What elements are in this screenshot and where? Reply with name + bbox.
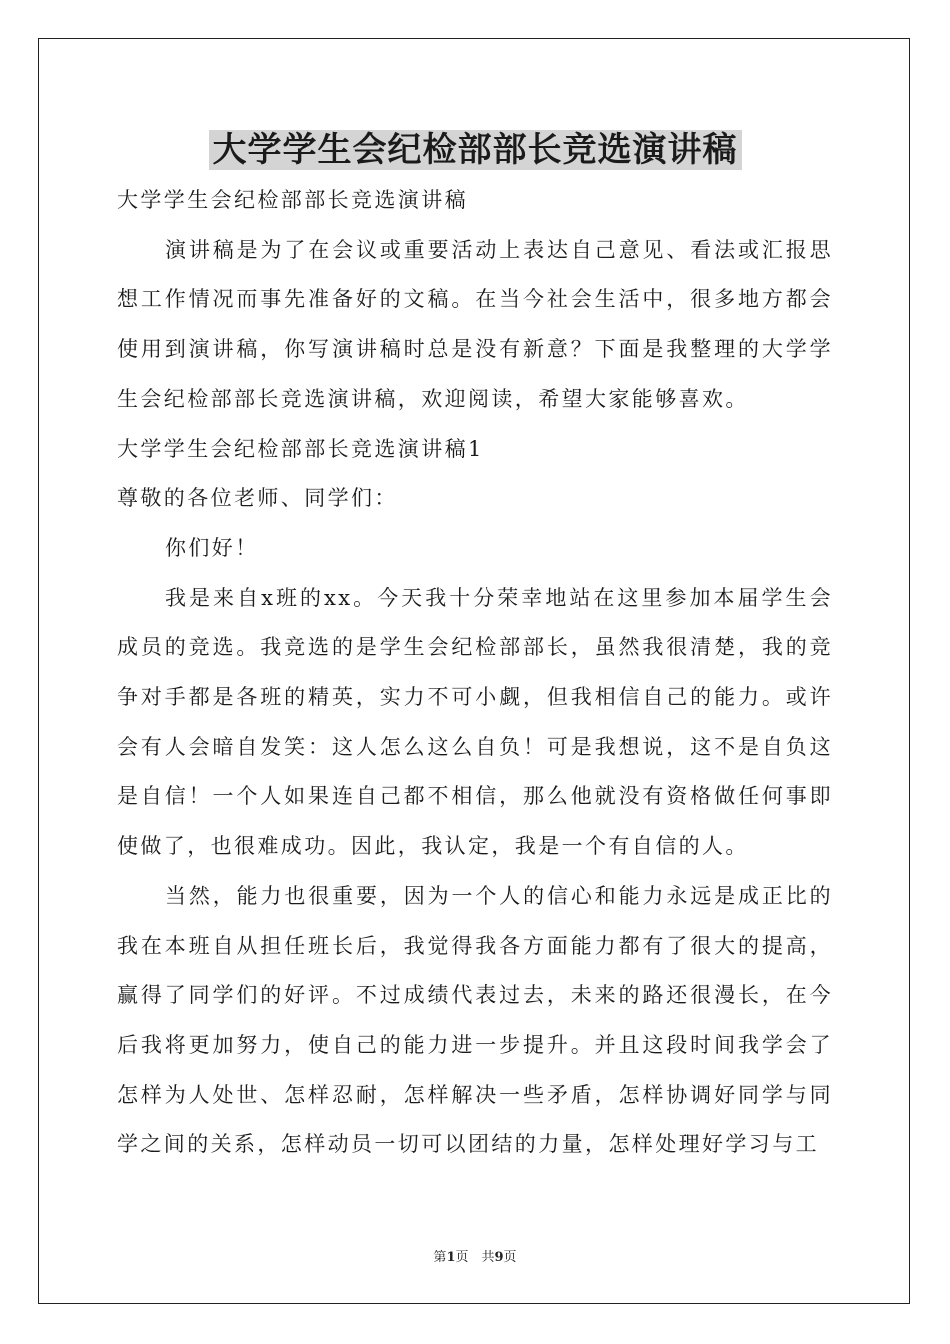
paragraph-intro: 演讲稿是为了在会议或重要活动上表达自己意见、看法或汇报思想工作情况而事先准备好的文稿。在当今社会生活中，很多地方都会使用到演讲稿，你写演讲稿时总是没有新意？下面是我整理的大学学生会纪检部部长竞选演讲稿，欢迎阅读，希望大家能够喜欢。: [117, 237, 833, 411]
page-footer: [0, 1246, 950, 1265]
footer-prefix: 第: [433, 1250, 447, 1265]
paragraph-greeting: 你们好！: [165, 535, 259, 560]
paragraph-self-intro: 我是来自x班的xx。今天我十分荣幸地站在这里参加本届学生会成员的竞选。我竞选的是学生会纪检部部长，虽然我很清楚，我的竞争对手都是各班的精英，实力不可小觑，但我相信自己的能力。或许会有人会暗自发笑：这人怎么这么自负！可是我想说，这不是自负这是自信！一个人如果连自己都不相信，那么他就没有资格做任何事即使做了，也很难成功。因此，我认定，我是一个有自信的人。: [117, 585, 833, 859]
document-title-text: 大学学生会纪检部部长竞选演讲稿: [209, 130, 742, 170]
paragraph-salutation: 尊敬的各位老师、同学们：: [117, 486, 398, 511]
paragraph-ability: 当然，能力也很重要，因为一个人的信心和能力永远是成正比的我在本班自从担任班长后，我觉得我各方面能力都有了很大的提高，赢得了同学们的好评。不过成绩代表过去，未来的路还很漫长，在今后我将更加努力，使自己的能力进一步提升。并且这段时间我学会了怎样为人处世、怎样忍耐，怎样解决一些矛盾，怎样协调好同学与同学之间的关系，怎样动员一切可以团结的力量，怎样处理好学习与工: [117, 883, 833, 1157]
document-title: [0, 128, 950, 172]
paragraph-subtitle: 大学学生会纪检部部长竞选演讲稿: [117, 188, 468, 212]
paragraph-speech-heading: 大学学生会纪检部部长竞选演讲稿1: [117, 436, 484, 461]
footer-current-page: 1: [446, 1250, 456, 1265]
footer-total-pages: 9: [494, 1250, 504, 1265]
footer-mid: 页 共: [455, 1250, 495, 1265]
footer-suffix: 页: [503, 1250, 517, 1265]
document-body: [117, 176, 833, 1170]
